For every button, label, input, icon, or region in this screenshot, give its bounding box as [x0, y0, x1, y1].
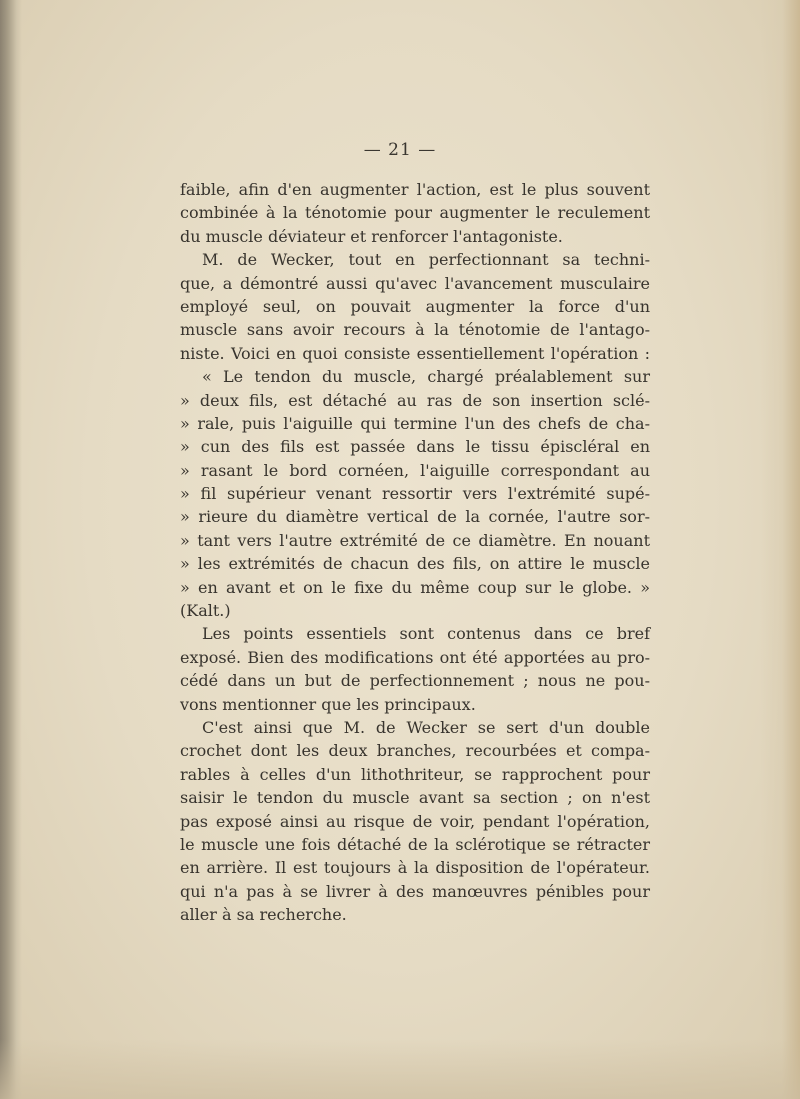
text-line: en arrière. Il est toujours à la disposition de l'opérateur. [180, 858, 650, 878]
page-bottom-discoloration [0, 1039, 800, 1099]
text-line: pas exposé ainsi au risque de voir, pendant l'opération, [180, 811, 650, 831]
text-line: » rale, puis l'aiguille qui termine l'un des chefs de cha- [180, 413, 650, 433]
text-line: rables à celles d'un lithothriteur, se rapprochent pour [180, 764, 650, 784]
text-line: M. de Wecker, tout en perfectionnant sa techni- [202, 250, 650, 270]
page-edge-discoloration [760, 0, 800, 1099]
text-line: » cun des fils est passée dans le tissu épiscléral en [180, 437, 650, 457]
text-line: vons mentionner que les principaux. [180, 694, 476, 714]
text-line: exposé. Bien des modifications ont été apportées au pro- [180, 647, 650, 667]
text-line: employé seul, on pouvait augmenter la force d'un [180, 296, 650, 316]
text-line: » fil supérieur venant ressortir vers l'extrémité supé- [180, 484, 650, 504]
text-line: Les points essentiels sont contenus dans ce bref [202, 624, 650, 644]
page-number: — 21 — [363, 140, 437, 160]
text-line: du muscle déviateur et renforcer l'antagoniste. [180, 226, 563, 246]
text-line: » rasant le bord cornéen, l'aiguille correspondant au [180, 460, 650, 480]
text-line: (Kalt.) [180, 601, 231, 621]
text-line: qui n'a pas à se livrer à des manœuvres pénibles pour [180, 881, 650, 901]
text-line: » deux fils, est détaché au ras de son insertion sclé- [180, 390, 650, 410]
text-line: saisir le tendon du muscle avant sa section ; on n'est [180, 788, 650, 808]
text-line: cédé dans un but de perfectionnement ; nous ne pou- [180, 671, 650, 691]
text-line: le muscle une fois détaché de la sclérotique se rétracter [180, 834, 650, 854]
text-line: C'est ainsi que M. de Wecker se sert d'un double [202, 717, 650, 737]
text-line: » les extrémités de chacun des fils, on attire le muscle [180, 554, 650, 574]
text-line: » en avant et on le fixe du même coup sur le globe. » [180, 577, 650, 597]
text-line: » rieure du diamètre vertical de la cornée, l'autre sor- [180, 507, 650, 527]
text-line: « Le tendon du muscle, chargé préalablement sur [202, 367, 650, 387]
text-line: aller à sa recherche. [180, 905, 347, 925]
text-line: niste. Voici en quoi consiste essentiellement l'opération : [180, 343, 650, 363]
page-binding-shadow [0, 0, 22, 1099]
text-line: combinée à la ténotomie pour augmenter le reculement [180, 203, 650, 223]
text-line: muscle sans avoir recours à la ténotomie de l'antago- [180, 320, 650, 340]
text-line: que, a démontré aussi qu'avec l'avancement musculaire [180, 273, 650, 293]
text-line: faible, afin d'en augmenter l'action, est le plus souvent [180, 180, 650, 199]
text-line: crochet dont les deux branches, recourbées et compa- [180, 741, 650, 761]
text-line: » tant vers l'autre extrémité de ce diamètre. En nouant [180, 530, 650, 550]
body-text [180, 178, 650, 927]
